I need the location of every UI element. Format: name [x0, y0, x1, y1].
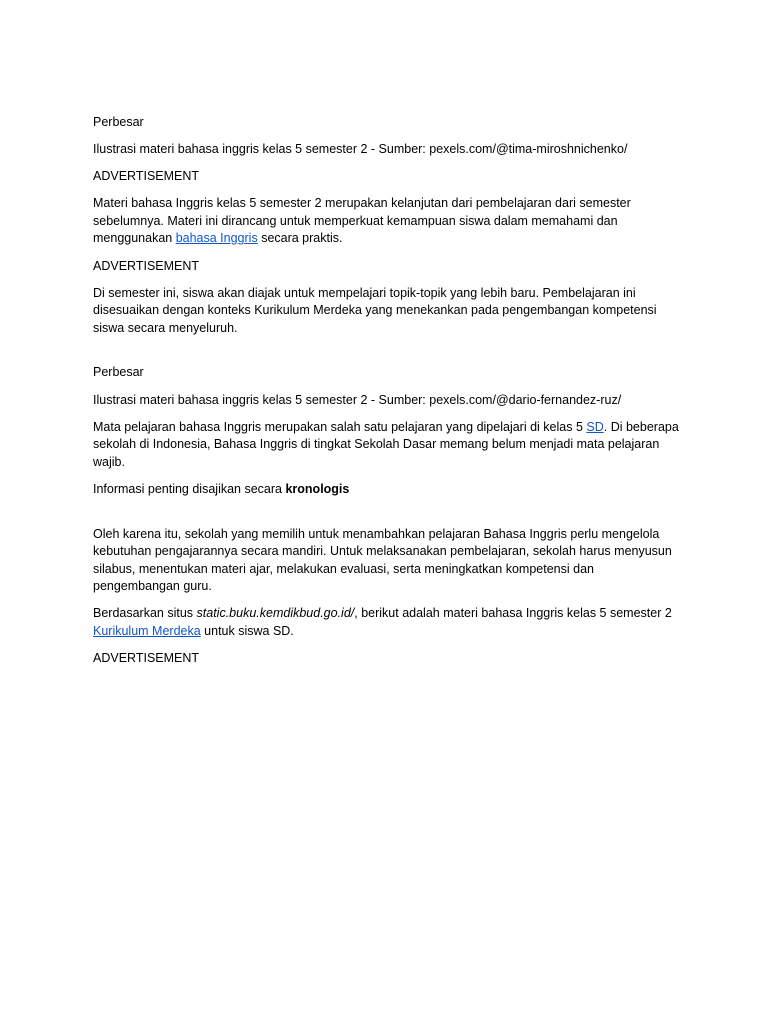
- advertisement-label: ADVERTISEMENT: [93, 651, 200, 666]
- bahasa-inggris-link[interactable]: bahasa Inggris: [175, 231, 258, 246]
- info-bold-text: kronologis: [285, 481, 350, 496]
- sd-link[interactable]: SD: [586, 419, 604, 434]
- source-paragraph: Berdasarkan situs static.buku.kemdikbud.go.id/, berikut adalah materi bahasa Inggris kelas 5 semester 2 Kurikulum Merdeka untuk siswa SD.: [93, 606, 672, 638]
- zoom-label[interactable]: Perbesar: [93, 365, 144, 380]
- intro-paragraph: Materi bahasa Inggris kelas 5 semester 2 merupakan kelanjutan dari pembelajaran dari semester sebelumnya. Materi ini dirancang untuk memperkuat kemampuan siswa dalam memahami dan menggunakan bahasa Inggris secara praktis.: [93, 196, 631, 246]
- info-note: Informasi penting disajikan secara kronologis: [93, 481, 350, 496]
- image-caption: Ilustrasi materi bahasa inggris kelas 5 semester 2 - Sumber: pexels.com/@dario-fernandez-ruz/: [93, 392, 622, 407]
- advertisement-label: ADVERTISEMENT: [93, 169, 200, 184]
- source-site: static.buku.kemdikbud.go.id/: [196, 606, 355, 621]
- kurikulum-merdeka-link[interactable]: Kurikulum Merdeka: [93, 623, 201, 638]
- spacer: [93, 508, 683, 526]
- school-paragraph: Oleh karena itu, sekolah yang memilih untuk menambahkan pelajaran Bahasa Inggris perlu mengelola kebutuhan pengajarannya secara mandiri. Untuk melaksanakan pembelajaran, sekolah harus menyusun silabus, menentukan materi ajar, melakukan evaluasi, serta meningkatkan kompetensi dan pengembangan guru.: [93, 526, 672, 594]
- advertisement-label: ADVERTISEMENT: [93, 258, 200, 273]
- zoom-label[interactable]: Perbesar: [93, 115, 144, 129]
- subject-paragraph: Mata pelajaran bahasa Inggris merupakan salah satu pelajaran yang dipelajari di kelas 5 SD. Di beberapa sekolah di Indonesia, Bahasa Inggris di tingkat Sekolah Dasar memang belum menjadi mata pelajaran wajib.: [93, 419, 679, 469]
- semester-paragraph: Di semester ini, siswa akan diajak untuk mempelajari topik-topik yang lebih baru. Pembelajaran ini disesuaikan dengan konteks Kurikulum Merdeka yang menekankan pada pengembangan kompetensi siswa secara menyeluruh.: [93, 285, 657, 335]
- image-caption: Ilustrasi materi bahasa inggris kelas 5 semester 2 - Sumber: pexels.com/@tima-miroshnichenko/: [93, 142, 628, 157]
- article-body: [93, 114, 683, 677]
- spacer: [93, 347, 683, 365]
